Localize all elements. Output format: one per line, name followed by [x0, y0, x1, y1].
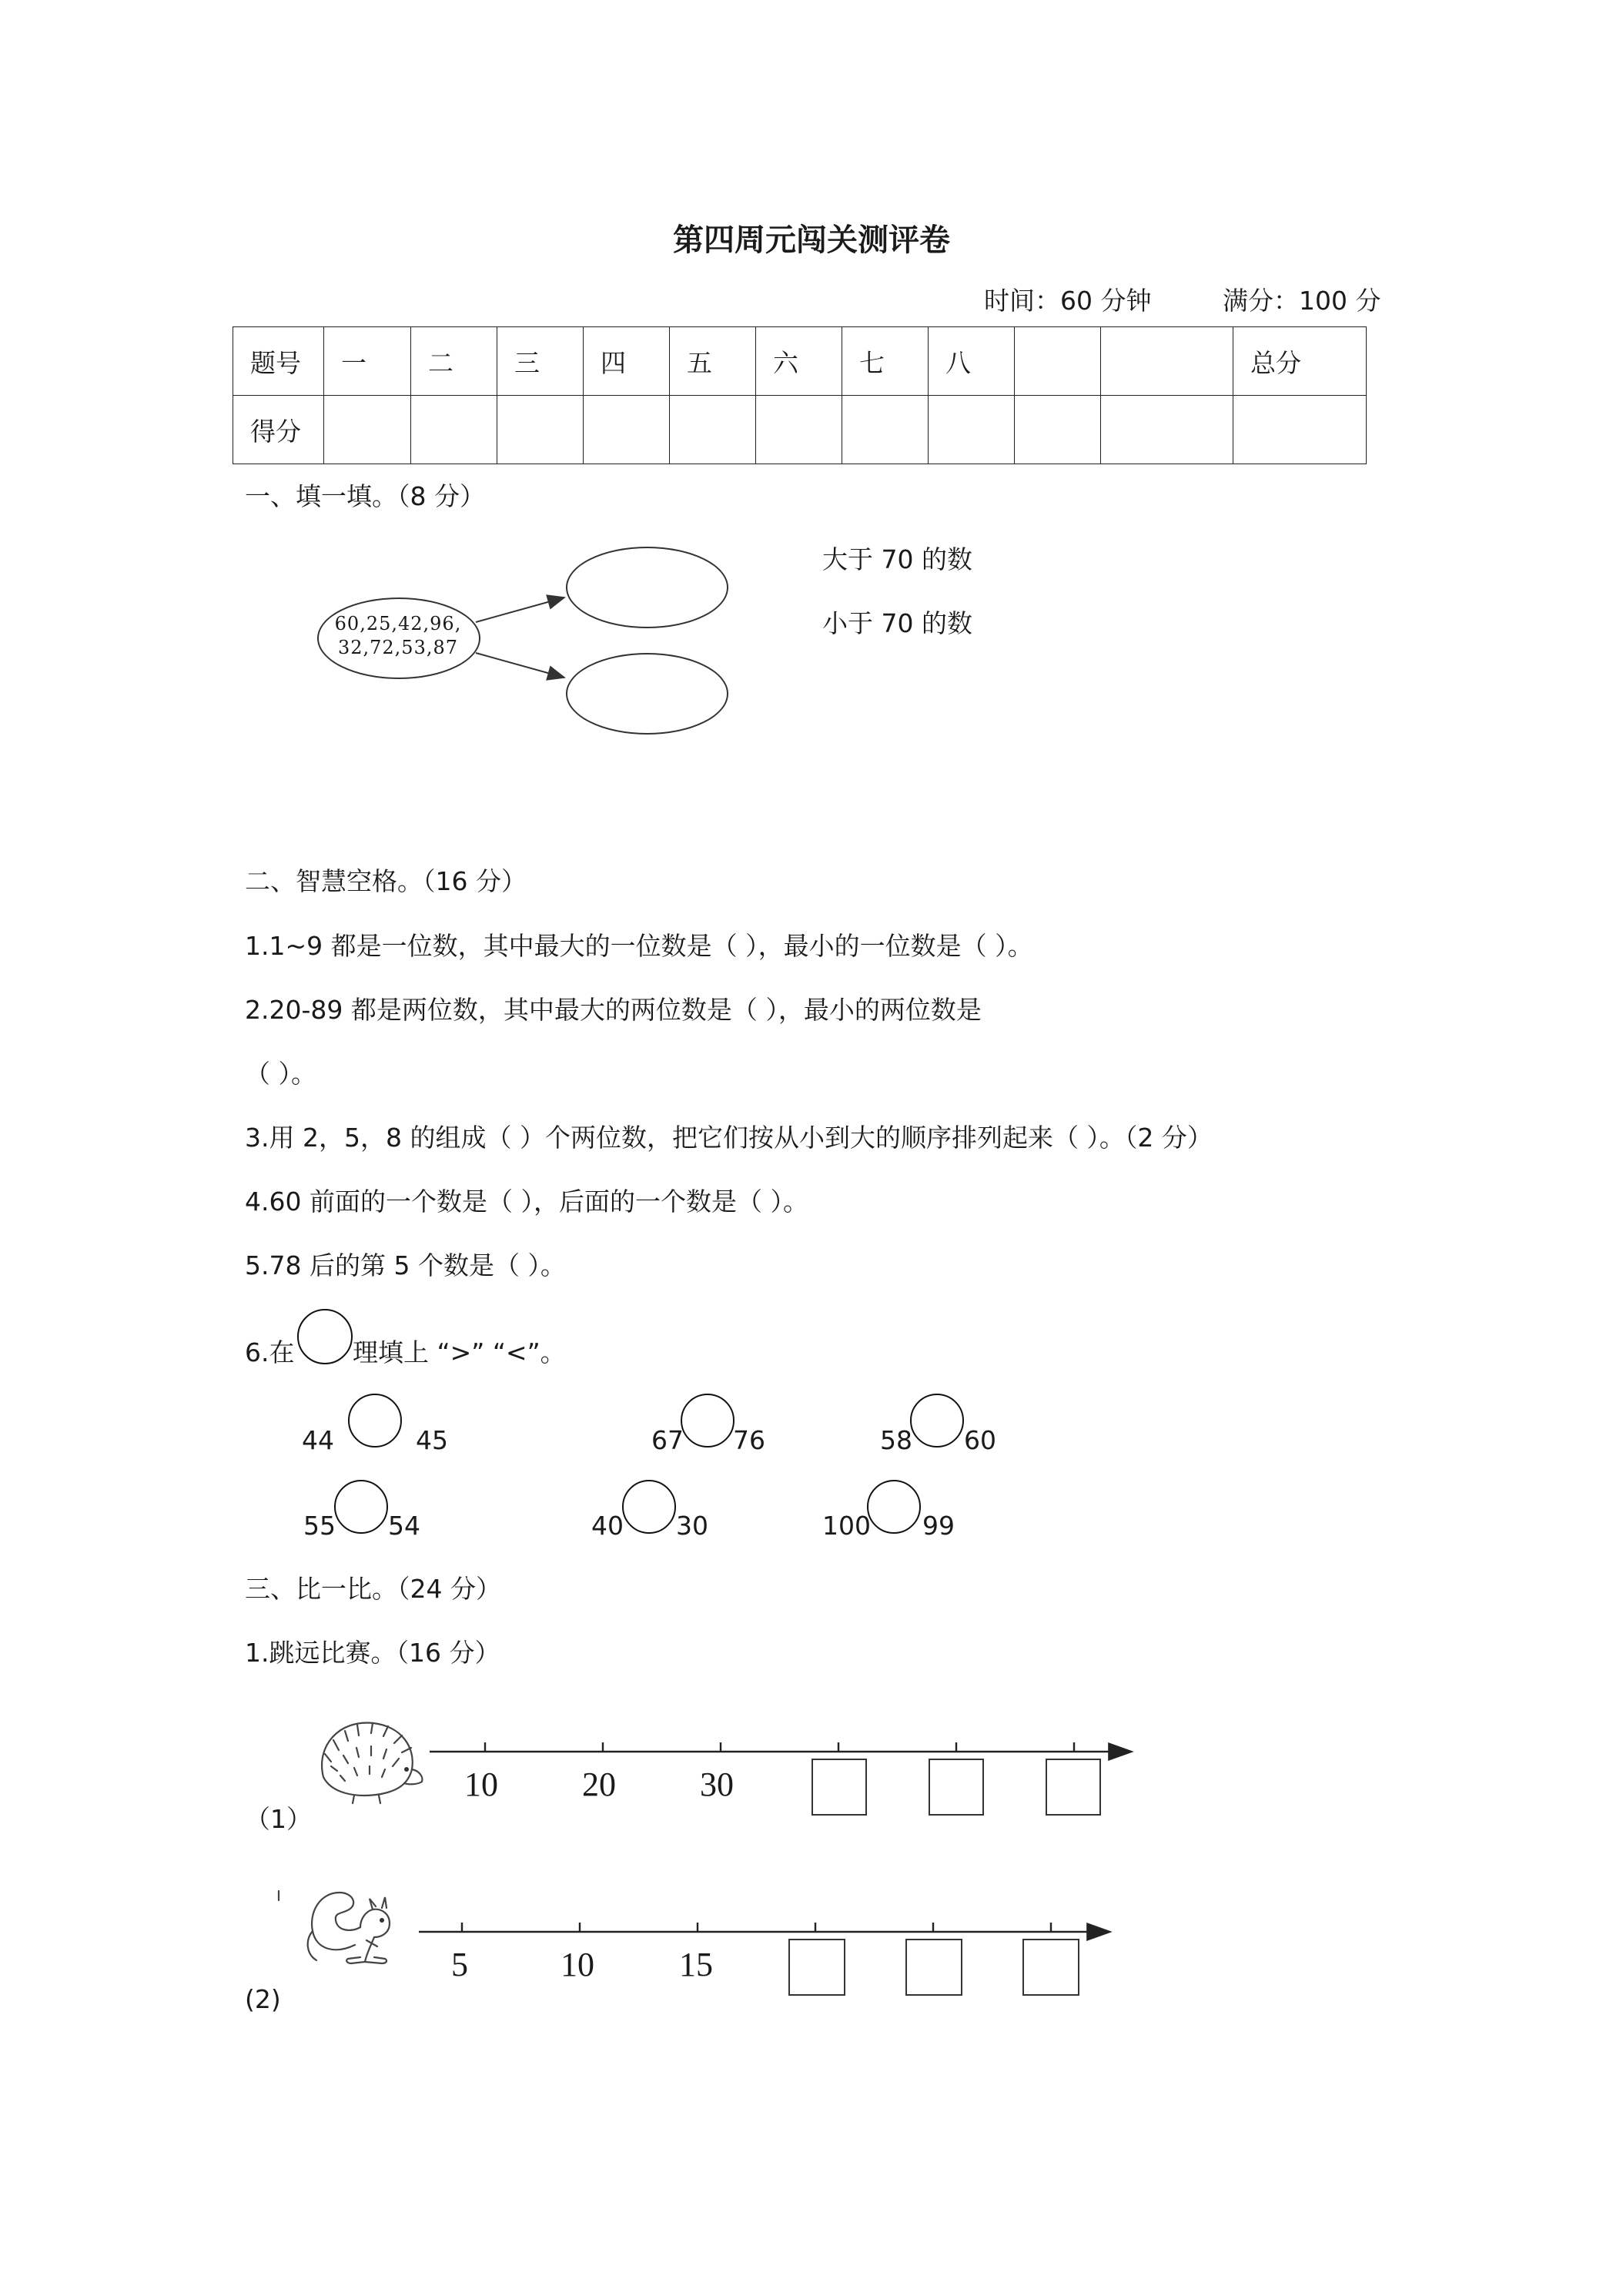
- table-cell: 得分: [233, 396, 324, 464]
- table-cell: 二: [411, 327, 497, 396]
- hedgehog-icon: [308, 1708, 431, 1816]
- circle-example-icon: [297, 1309, 353, 1364]
- answer-box[interactable]: [905, 1939, 962, 1996]
- answer-box[interactable]: [1046, 1759, 1101, 1816]
- page-title: 第四周元闯关测评卷: [673, 222, 950, 258]
- line1-label: （1）: [245, 1804, 312, 1834]
- table-cell: 总分: [1233, 327, 1367, 396]
- compare-circle[interactable]: [622, 1480, 676, 1534]
- compare-right: 45: [416, 1425, 448, 1455]
- answer-box[interactable]: [788, 1939, 845, 1996]
- question-2: 2.20-89 都是两位数，其中最大的两位数是（ ），最小的两位数是: [245, 995, 982, 1025]
- table-cell: 一: [324, 327, 411, 396]
- line1-tick-label: 30: [700, 1766, 734, 1803]
- question-3: 3.用 2，5，8 的组成（ ）个两位数，把它们按从小到大的顺序排列起来（ ）。（2 分）: [245, 1123, 1213, 1153]
- compare-left: 55: [303, 1511, 336, 1541]
- compare-right: 30: [676, 1511, 708, 1541]
- question-4: 4.60 前面的一个数是（ ），后面的一个数是（ ）。: [245, 1186, 808, 1217]
- question-6-suffix: 理填上 “>” “<”。: [353, 1337, 566, 1367]
- line2-tick-label: 10: [561, 1946, 594, 1983]
- compare-left: 58: [880, 1425, 912, 1455]
- line2-tick-label: 5: [451, 1946, 468, 1983]
- section2-heading: 二、智慧空格。（16 分）: [245, 866, 527, 896]
- line2-label: (2): [245, 1984, 281, 2014]
- table-cell: 八: [929, 327, 1015, 396]
- arrow-lines: [0, 0, 1623, 847]
- compare-left: 67: [651, 1425, 684, 1455]
- table-cell: 五: [670, 327, 756, 396]
- compare-right: 60: [964, 1425, 996, 1455]
- compare-right: 54: [388, 1511, 420, 1541]
- table-cell: 四: [584, 327, 670, 396]
- question-6-prefix: 6.在: [245, 1337, 295, 1367]
- compare-right: 76: [733, 1425, 765, 1455]
- full-score: 满分：100 分: [1223, 286, 1381, 316]
- number-list-line2: 32,72,53,87: [337, 637, 459, 658]
- compare-right: 99: [922, 1511, 955, 1541]
- number-line-2: [403, 1920, 1119, 1943]
- compare-left: 100: [822, 1511, 871, 1541]
- label-less-than-70: 小于 70 的数: [822, 608, 972, 638]
- question-1: 1.1~9 都是一位数，其中最大的一位数是（ ），最小的一位数是（ ）。: [245, 931, 1033, 961]
- compare-circle[interactable]: [867, 1480, 921, 1534]
- section3-heading: 三、比一比。（24 分）: [245, 1574, 501, 1604]
- table-cell: 题号: [233, 327, 324, 396]
- question-5: 5.78 后的第 5 个数是（ ）。: [245, 1250, 566, 1280]
- compare-circle[interactable]: [348, 1394, 402, 1448]
- section3-subheading: 1.跳远比赛。（16 分）: [245, 1638, 500, 1668]
- compare-left: 44: [302, 1425, 334, 1455]
- compare-circle[interactable]: [681, 1394, 735, 1448]
- table-cell: 七: [842, 327, 929, 396]
- line2-tick-label: 15: [679, 1946, 713, 1983]
- question-2-continued: （ ）。: [245, 1059, 316, 1089]
- compare-left: 40: [591, 1511, 624, 1541]
- compare-circle[interactable]: [334, 1480, 388, 1534]
- line1-tick-label: 20: [582, 1766, 616, 1803]
- table-cell: 三: [497, 327, 584, 396]
- label-greater-than-70: 大于 70 的数: [822, 544, 972, 574]
- compare-circle[interactable]: [910, 1394, 964, 1448]
- number-list-line1: 60,25,42,96,: [334, 613, 462, 634]
- section1-heading: 一、填一填。（8 分）: [245, 481, 485, 511]
- exam-time: 时间：60 分钟: [984, 286, 1152, 316]
- number-line-1: [416, 1740, 1139, 1763]
- squirrel-icon: [274, 1877, 405, 1977]
- line1-tick-label: 10: [464, 1766, 498, 1803]
- answer-box[interactable]: [1022, 1939, 1079, 1996]
- table-cell: 六: [756, 327, 842, 396]
- answer-box[interactable]: [929, 1759, 984, 1816]
- answer-box[interactable]: [812, 1759, 867, 1816]
